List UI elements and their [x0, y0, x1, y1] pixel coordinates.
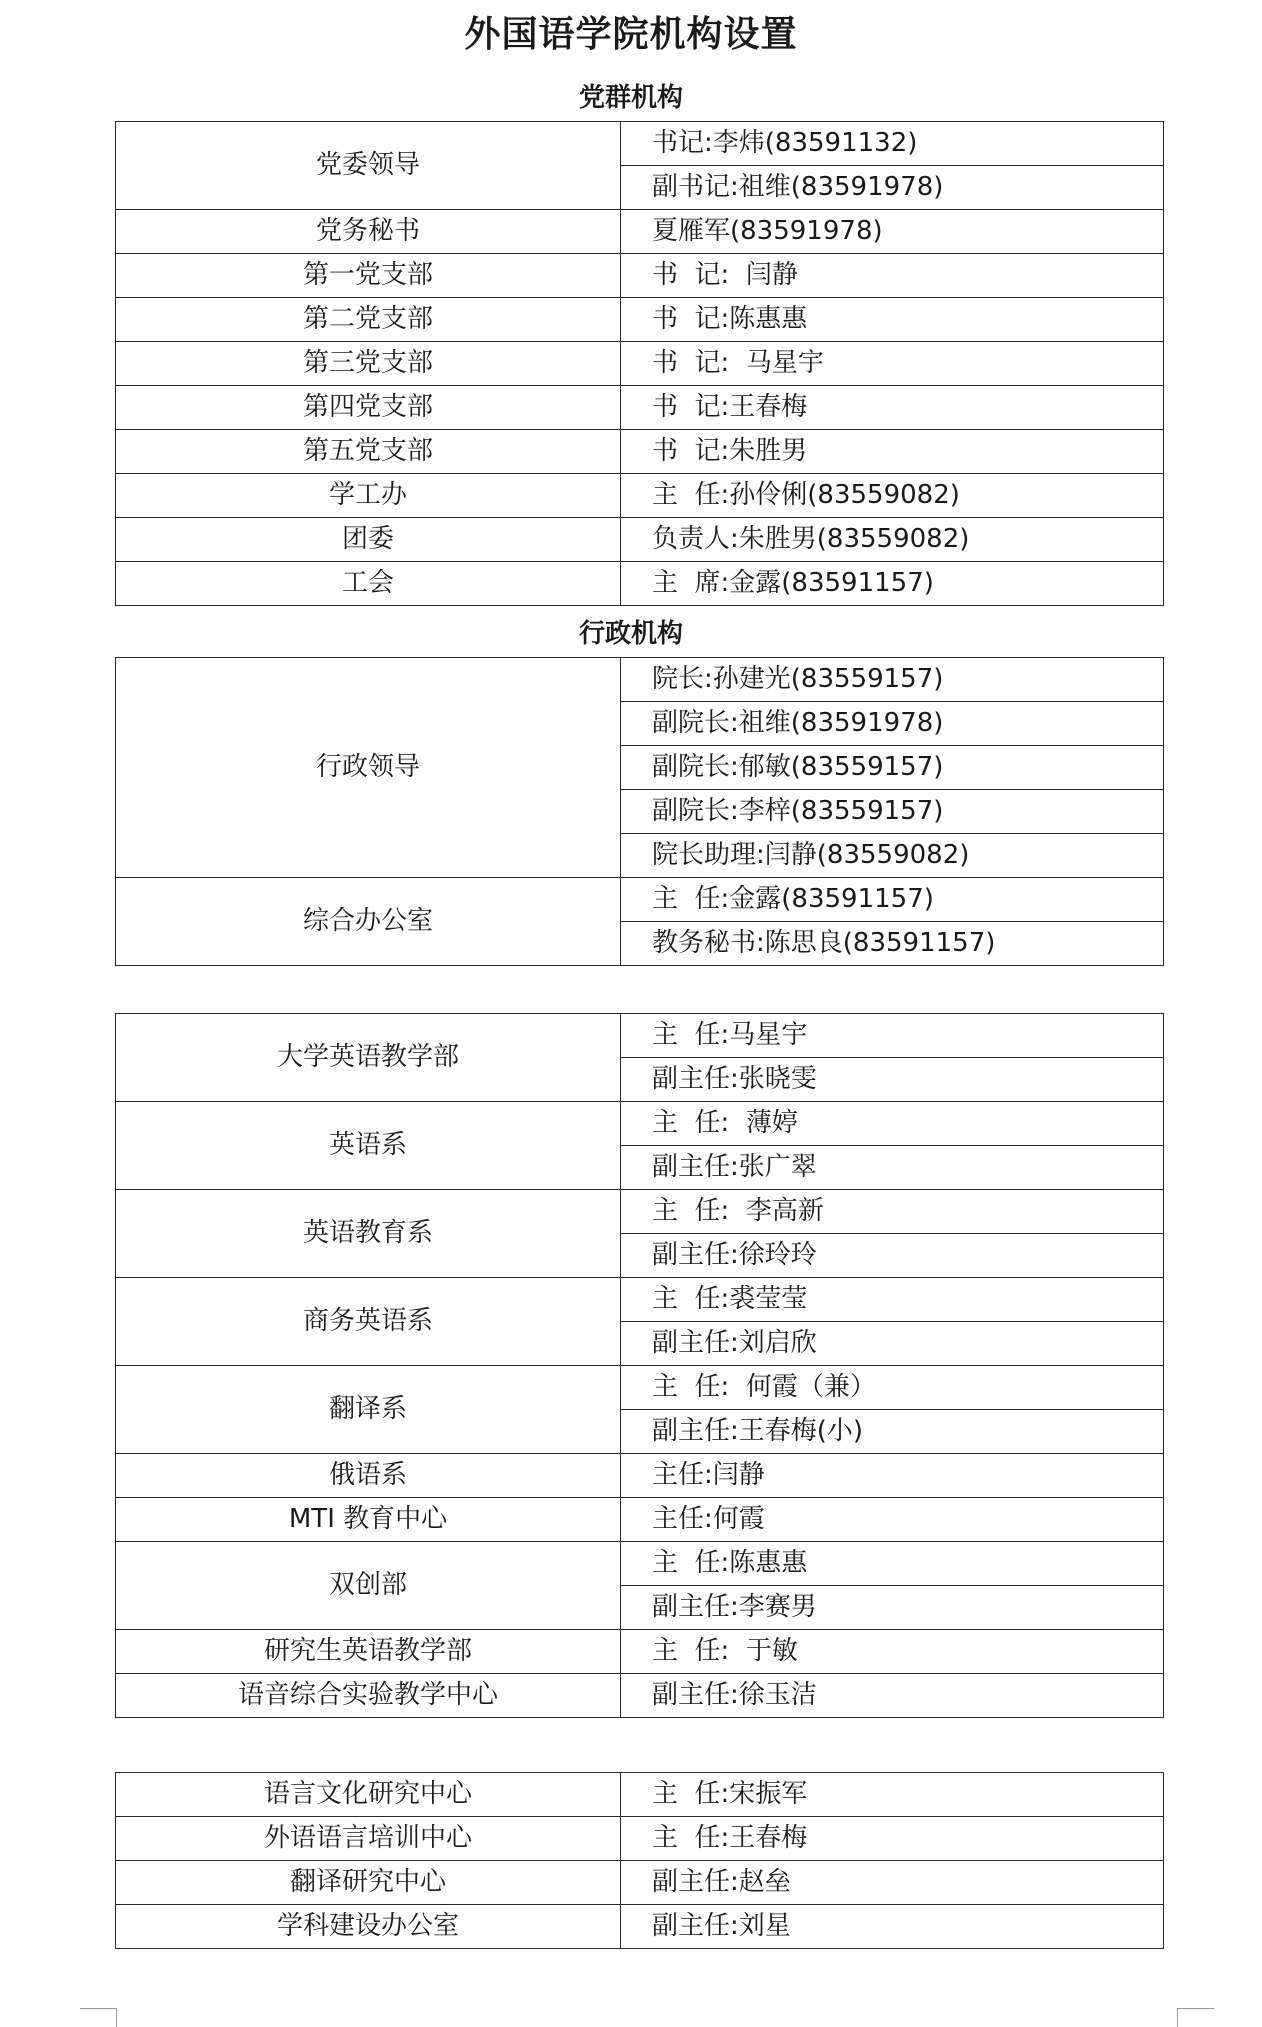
unit-name-cell: 团委	[116, 518, 621, 562]
table-row	[116, 1454, 1164, 1498]
table-row	[116, 1542, 1164, 1586]
person-contact-cell: 院长:孙建光(83559157)	[621, 658, 1164, 702]
person-contact-cell: 副主任:徐玲玲	[621, 1234, 1164, 1278]
table-row	[116, 1278, 1164, 1322]
person-contact-cell: 主 任: 李高新	[621, 1190, 1164, 1234]
person-contact-cell: 副主任:张晓雯	[621, 1058, 1164, 1102]
person-contact-cell: 副主任:张广翠	[621, 1146, 1164, 1190]
person-contact-cell: 副主任:李赛男	[621, 1586, 1164, 1630]
unit-name-cell: 语言文化研究中心	[116, 1773, 621, 1817]
person-contact-cell: 主 任:王春梅	[621, 1817, 1164, 1861]
unit-name-cell: 学科建设办公室	[116, 1905, 621, 1949]
person-contact-cell: 副院长:祖维(83591978)	[621, 702, 1164, 746]
table-row	[116, 430, 1164, 474]
table-row	[116, 386, 1164, 430]
person-contact-cell: 主 任:陈惠惠	[621, 1542, 1164, 1586]
unit-name-cell: MTI 教育中心	[116, 1498, 621, 1542]
table-row	[116, 342, 1164, 386]
person-contact-cell: 书 记:陈惠惠	[621, 298, 1164, 342]
person-contact-cell: 主 任: 于敏	[621, 1630, 1164, 1674]
table-row	[116, 1014, 1164, 1058]
page-corner-mark-right	[1177, 2008, 1214, 2027]
person-contact-cell: 主 席:金露(83591157)	[621, 562, 1164, 606]
unit-name-cell: 翻译研究中心	[116, 1861, 621, 1905]
table-row	[116, 1190, 1164, 1234]
person-contact-cell: 主任:闫静	[621, 1454, 1164, 1498]
person-contact-cell: 主 任:马星宇	[621, 1014, 1164, 1058]
person-contact-cell: 副主任:刘星	[621, 1905, 1164, 1949]
person-contact-cell: 副院长:郁敏(83559157)	[621, 746, 1164, 790]
unit-name-cell: 英语系	[116, 1102, 621, 1190]
unit-name-cell: 第四党支部	[116, 386, 621, 430]
person-contact-cell: 副院长:李梓(83559157)	[621, 790, 1164, 834]
unit-name-cell: 工会	[116, 562, 621, 606]
unit-name-cell: 第一党支部	[116, 254, 621, 298]
table-row	[116, 474, 1164, 518]
unit-name-cell: 商务英语系	[116, 1278, 621, 1366]
table-row	[116, 1102, 1164, 1146]
unit-name-cell: 行政领导	[116, 658, 621, 878]
person-contact-cell: 书 记:朱胜男	[621, 430, 1164, 474]
unit-name-cell: 第二党支部	[116, 298, 621, 342]
unit-name-cell: 双创部	[116, 1542, 621, 1630]
table-row	[116, 122, 1164, 166]
party-org-table	[115, 121, 1164, 606]
section-heading-admin: 行政机构	[578, 619, 683, 649]
person-contact-cell: 副主任:刘启欣	[621, 1322, 1164, 1366]
unit-name-cell: 英语教育系	[116, 1190, 621, 1278]
page-corner-mark-left	[80, 2008, 117, 2027]
table-row	[116, 210, 1164, 254]
table-row	[116, 1905, 1164, 1949]
person-contact-cell: 主 任:孙伶俐(83559082)	[621, 474, 1164, 518]
person-contact-cell: 主任:何霞	[621, 1498, 1164, 1542]
unit-name-cell: 第五党支部	[116, 430, 621, 474]
table-row	[116, 1674, 1164, 1718]
table-row	[116, 658, 1164, 702]
table-row	[116, 878, 1164, 922]
table-row	[116, 1366, 1164, 1410]
person-contact-cell: 负责人:朱胜男(83559082)	[621, 518, 1164, 562]
page-title: 外国语学院机构设置	[464, 14, 798, 55]
person-contact-cell: 书 记: 马星宇	[621, 342, 1164, 386]
admin-org-table	[115, 657, 1164, 966]
person-contact-cell: 主 任: 何霞（兼）	[621, 1366, 1164, 1410]
person-contact-cell: 副书记:祖维(83591978)	[621, 166, 1164, 210]
table-row	[116, 562, 1164, 606]
unit-name-cell: 语音综合实验教学中心	[116, 1674, 621, 1718]
unit-name-cell: 外语语言培训中心	[116, 1817, 621, 1861]
table-row	[116, 1773, 1164, 1817]
table-row	[116, 1498, 1164, 1542]
unit-name-cell: 俄语系	[116, 1454, 621, 1498]
person-contact-cell: 夏雁军(83591978)	[621, 210, 1164, 254]
table-row	[116, 1861, 1164, 1905]
person-contact-cell: 书记:李炜(83591132)	[621, 122, 1164, 166]
unit-name-cell: 党委领导	[116, 122, 621, 210]
person-contact-cell: 主 任:宋振军	[621, 1773, 1164, 1817]
unit-name-cell: 大学英语教学部	[116, 1014, 621, 1102]
person-contact-cell: 副主任:王春梅(小)	[621, 1410, 1164, 1454]
person-contact-cell: 院长助理:闫静(83559082)	[621, 834, 1164, 878]
person-contact-cell: 主 任:金露(83591157)	[621, 878, 1164, 922]
section-heading-party: 党群机构	[578, 83, 683, 113]
unit-name-cell: 第三党支部	[116, 342, 621, 386]
person-contact-cell: 副主任:徐玉洁	[621, 1674, 1164, 1718]
research-org-table	[115, 1772, 1164, 1949]
table-row	[116, 518, 1164, 562]
table-row	[116, 1817, 1164, 1861]
table-row	[116, 1630, 1164, 1674]
unit-name-cell: 学工办	[116, 474, 621, 518]
person-contact-cell: 主 任:裘莹莹	[621, 1278, 1164, 1322]
person-contact-cell: 主 任: 薄婷	[621, 1102, 1164, 1146]
person-contact-cell: 教务秘书:陈思良(83591157)	[621, 922, 1164, 966]
table-row	[116, 254, 1164, 298]
unit-name-cell: 翻译系	[116, 1366, 621, 1454]
person-contact-cell: 书 记: 闫静	[621, 254, 1164, 298]
unit-name-cell: 综合办公室	[116, 878, 621, 966]
unit-name-cell: 研究生英语教学部	[116, 1630, 621, 1674]
person-contact-cell: 书 记:王春梅	[621, 386, 1164, 430]
unit-name-cell: 党务秘书	[116, 210, 621, 254]
person-contact-cell: 副主任:赵垒	[621, 1861, 1164, 1905]
table-row	[116, 298, 1164, 342]
teaching-org-table	[115, 1013, 1164, 1718]
